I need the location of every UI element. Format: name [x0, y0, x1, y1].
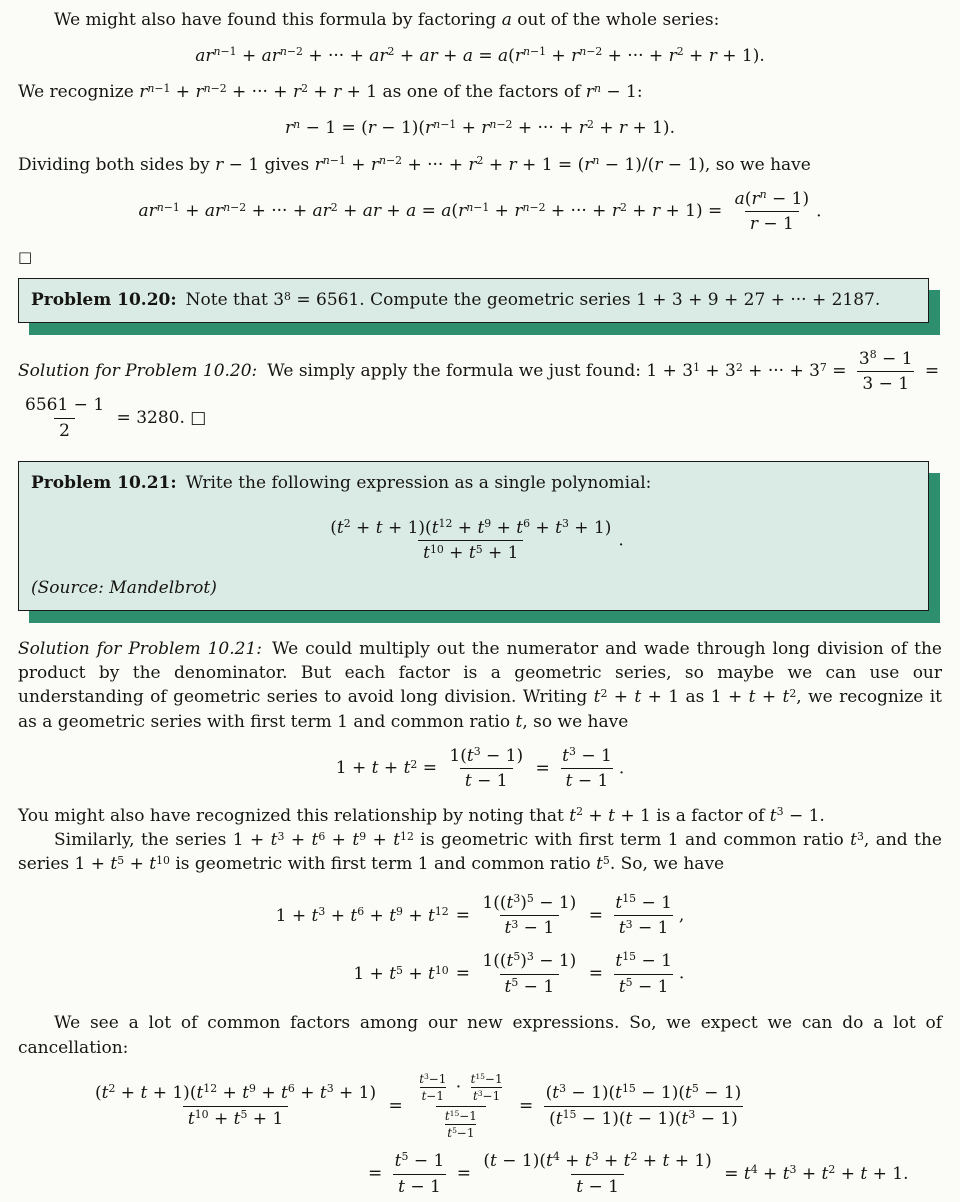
problem-statement: Write the following expression as a single polynomial: [185, 473, 652, 494]
fraction [557, 746, 617, 792]
solution-text: We simply apply the formula we just found: $1 + 3^1 + 3^2$ + ··· + $3^7$ = $\frac{3^8 - 1}{3 - 1}$ = $\frac{6561 - 1}{2}$ = 3280. □ [18, 361, 939, 427]
equation-row [368, 1151, 942, 1197]
inline-math: . [618, 758, 625, 779]
denominator: $t^5 - 1$ [500, 974, 560, 998]
problem-statement: Note that $3^8 = 6561$. Compute the geometric series 1 + 3 + 9 + 27 + ··· + 2187. [185, 289, 881, 311]
numerator: $t^{15} - 1$ [615, 891, 672, 913]
paragraph-similarly: Similarly, the series $1 + t^3 + t^6 + t^9 + t^{12}$ is geometric with first term 1 and common ratio $t^3$, and the series $1 + t^5 + t^{10}$ is geometric with first term 1 and common ratio $t^5$. So, we have [18, 829, 942, 875]
inline-math: = [451, 1163, 477, 1184]
numerator: $t^{15}-1$ [444, 1108, 477, 1123]
denominator: $t^5 - 1$ [614, 974, 674, 998]
numerator: $t^5 - 1$ [394, 1150, 445, 1171]
inline-math: $t^2 + t + 1$ [593, 686, 680, 708]
inline-math: = [530, 758, 556, 779]
inline-math: t [515, 711, 523, 732]
denominator: t − 1 [561, 768, 614, 792]
solution-10-20 [18, 349, 942, 442]
fraction [477, 893, 581, 939]
numerator: $1((t^5)^3 - 1)$ [482, 950, 577, 971]
equation-rhs [449, 893, 685, 939]
equation-rhs [449, 951, 685, 997]
denominator: 3 − 1 [857, 371, 914, 395]
inline-math: · [450, 1077, 467, 1098]
denominator: t−1 [421, 1089, 444, 1104]
denominator: $t^3-1$ [472, 1089, 501, 1104]
numerator: $t^3 - 1$ [562, 745, 612, 766]
denominator: $t^5-1$ [447, 1126, 475, 1141]
inline-math: $r^n - 1$ [585, 81, 637, 103]
inline-math: = [383, 1095, 409, 1116]
paragraph-we-see: We see a lot of common factors among our new expressions. So, we expect we can do a lot of cancellation: [18, 1013, 942, 1058]
inline-math: = [583, 905, 609, 926]
inline-math: r − 1 [215, 154, 260, 175]
denominator: $(t^{15} - 1)(t - 1)(t^3 - 1)$ [544, 1106, 743, 1130]
solution-lead: Solution for Problem 10.20: [18, 361, 258, 382]
denominator: t − 1 [571, 1174, 624, 1198]
inline-math: = [919, 361, 940, 382]
solution-lead: Solution for Problem 10.21: [18, 639, 262, 660]
problem-label: Problem 10.21: [31, 473, 177, 494]
denominator: $t^3 - 1$ [614, 915, 674, 939]
problem-box-10-21 [18, 461, 929, 611]
denominator [436, 1106, 486, 1141]
inline-math: $t^3 - 1$ [769, 805, 820, 827]
problem-box-10-20 [18, 278, 929, 322]
inline-math: = $t^4 + t^3 + t^2 + t + 1$. [718, 1162, 909, 1184]
inline-math: = [583, 963, 609, 984]
inline-math: . [816, 201, 822, 222]
inline-math: $t^2 + t + 1$ [569, 805, 651, 827]
numerator: $(t - 1)(t^4 + t^3 + t^2 + t + 1)$ [483, 1150, 712, 1171]
fraction [410, 1072, 511, 1141]
numerator: $3^8 - 1$ [858, 347, 913, 369]
inline-math: 1 + 3 + 9 + 27 + ··· + 2187 [636, 290, 875, 311]
inline-math: = [455, 905, 476, 926]
numerator: $(t^3 - 1)(t^{15} - 1)(t^5 - 1)$ [545, 1082, 742, 1103]
equation-lhs: $1 + t^5 + t^{10}$ [353, 963, 449, 985]
display-equation-sum-formula [18, 189, 942, 235]
fraction [610, 893, 677, 939]
inline-math: $t^5$ [596, 853, 610, 875]
paragraph-recognize: We recognize $r^{n-1} + r^{n-2}$ + ··· + $r^2 + r + 1$ as one of the factors of $r^n - 1$: [18, 81, 643, 103]
solution-text: We could multiply out the numerator and wade through long division of the product by the denominator. But each factor is a geometric series, so maybe we can use our understanding of geometric series to avoid long division. Writing $t^2 + t + 1$ as $1 + t + t^2$, we recognize it as a geometric series with first term 1 and common ratio t, so we have [18, 639, 942, 732]
fraction [20, 395, 109, 441]
denominator: 2 [54, 418, 75, 442]
inline-math: = [368, 1163, 388, 1184]
display-equation-rn-minus-1: $r^n - 1 = (r - 1)(r^{n-1} + r^{n-2}$ + ··· + $r^2 + r + 1$). [285, 117, 675, 139]
numerator: $t^{15} - 1$ [615, 950, 672, 971]
inline-math: = [455, 963, 476, 984]
inline-math: a [501, 10, 512, 30]
fraction [90, 1083, 381, 1129]
numerator: $(t^2 + t + 1)(t^{12} + t^9 + t^6 + t^3 + 1)$ [95, 1082, 377, 1103]
problem-source: (Source: Mandelbrot) [31, 578, 217, 599]
fraction [325, 518, 616, 564]
inline-math: = 3280. [111, 407, 185, 428]
denominator: t − 1 [460, 768, 513, 792]
solution-10-21 [18, 637, 942, 734]
denominator: $t^{10} + t^5 + 1$ [183, 1106, 288, 1130]
equation-row [88, 1072, 942, 1141]
qed-marker: □ [18, 248, 33, 267]
problem-label: Problem 10.20: [31, 290, 177, 311]
fraction [730, 189, 814, 235]
inline-math: . [618, 530, 624, 551]
display-equation-1-t-t2 [18, 746, 942, 792]
inline-math: $1 + t + t^2$ [710, 686, 797, 708]
fraction [854, 349, 918, 395]
problem-10-21-text [31, 471, 916, 495]
denominator: t − 1 [393, 1174, 446, 1198]
fraction [443, 1109, 479, 1141]
numerator [410, 1072, 511, 1106]
numerator: $1((t^3)^5 - 1)$ [482, 891, 577, 913]
paragraph-intro: We might also have found this formula by factoring a out of the whole series: [54, 10, 720, 30]
inline-math: $3^8 = 6561$ [273, 289, 360, 311]
denominator: $t^{10} + t^5 + 1$ [418, 540, 523, 564]
inline-math: $r^{n-1} + r^{n-2}$ + ··· + $r^2 + r + 1 = (r^n - 1)/(r - 1)$ [314, 153, 705, 175]
paragraph-you-might: You might also have recognized this relationship by noting that $t^2 + t + 1$ is a factor of $t^3 - 1$. [18, 805, 825, 827]
numerator: $(t^2 + t + 1)(t^{12} + t^9 + t^6 + t^3 + 1)$ [330, 516, 612, 538]
fraction [469, 1072, 505, 1104]
inline-math: $1 + t^5 + t^{10}$ [74, 853, 170, 875]
equation-lhs: $1 + t^3 + t^6 + t^9 + t^{12}$ [275, 905, 449, 926]
fraction [417, 1072, 448, 1104]
numerator: 6561 − 1 [25, 394, 105, 415]
inline-math: $1 + t + t^2$ = [335, 757, 443, 779]
fraction [478, 1151, 716, 1197]
problem-10-20-text [31, 288, 916, 312]
inline-math: $1 + 3^1 + 3^2$ + ··· + $3^7$ = [646, 360, 852, 382]
numerator: $t^{15}-1$ [470, 1071, 503, 1086]
display-equation-factored-series: $ar^{n-1} + ar^{n-2}$ + ··· + $ar^2$ + ar + $a = a(r^{n-1} + r^{n-2}$ + ··· + $r^2 + r + 1$). [195, 45, 765, 67]
display-equation-problem-expression [31, 518, 916, 564]
denominator: r − 1 [745, 211, 799, 235]
inline-math: $ar^{n-1} + ar^{n-2}$ + ··· + $ar^2$ + ar + $a = a(r^{n-1} + r^{n-2}$ + ··· + $r^2 + r + 1$) = [138, 200, 728, 222]
numerator: $1(t^3 - 1)$ [449, 745, 524, 766]
numerator: $a(r^n - 1)$ [734, 187, 810, 209]
inline-math: $t^3$ [850, 829, 864, 851]
paragraph-dividing: Dividing both sides by r − 1 gives $r^{n-1} + r^{n-2}$ + ··· + $r^2 + r + 1 = (r^n - 1)/(r - 1)$, so we have [18, 153, 811, 175]
inline-math: $r^{n-1} + r^{n-2}$ + ··· + $r^2 + r + 1$ [139, 81, 378, 103]
display-equation-cancellation [18, 1072, 942, 1198]
fraction [390, 1151, 450, 1197]
inline-math: = [513, 1095, 539, 1116]
display-equation-pair [18, 893, 942, 998]
inline-math: $1 + t^3 + t^6 + t^9 + t^{12}$ [232, 829, 414, 851]
fraction [541, 1083, 747, 1129]
inline-math: , [678, 905, 685, 926]
fraction [477, 951, 581, 997]
inline-math: . [678, 963, 685, 984]
fraction [444, 746, 528, 792]
fraction [610, 951, 677, 997]
numerator: $t^3-1$ [419, 1071, 447, 1086]
denominator: $t^3 - 1$ [500, 915, 560, 939]
